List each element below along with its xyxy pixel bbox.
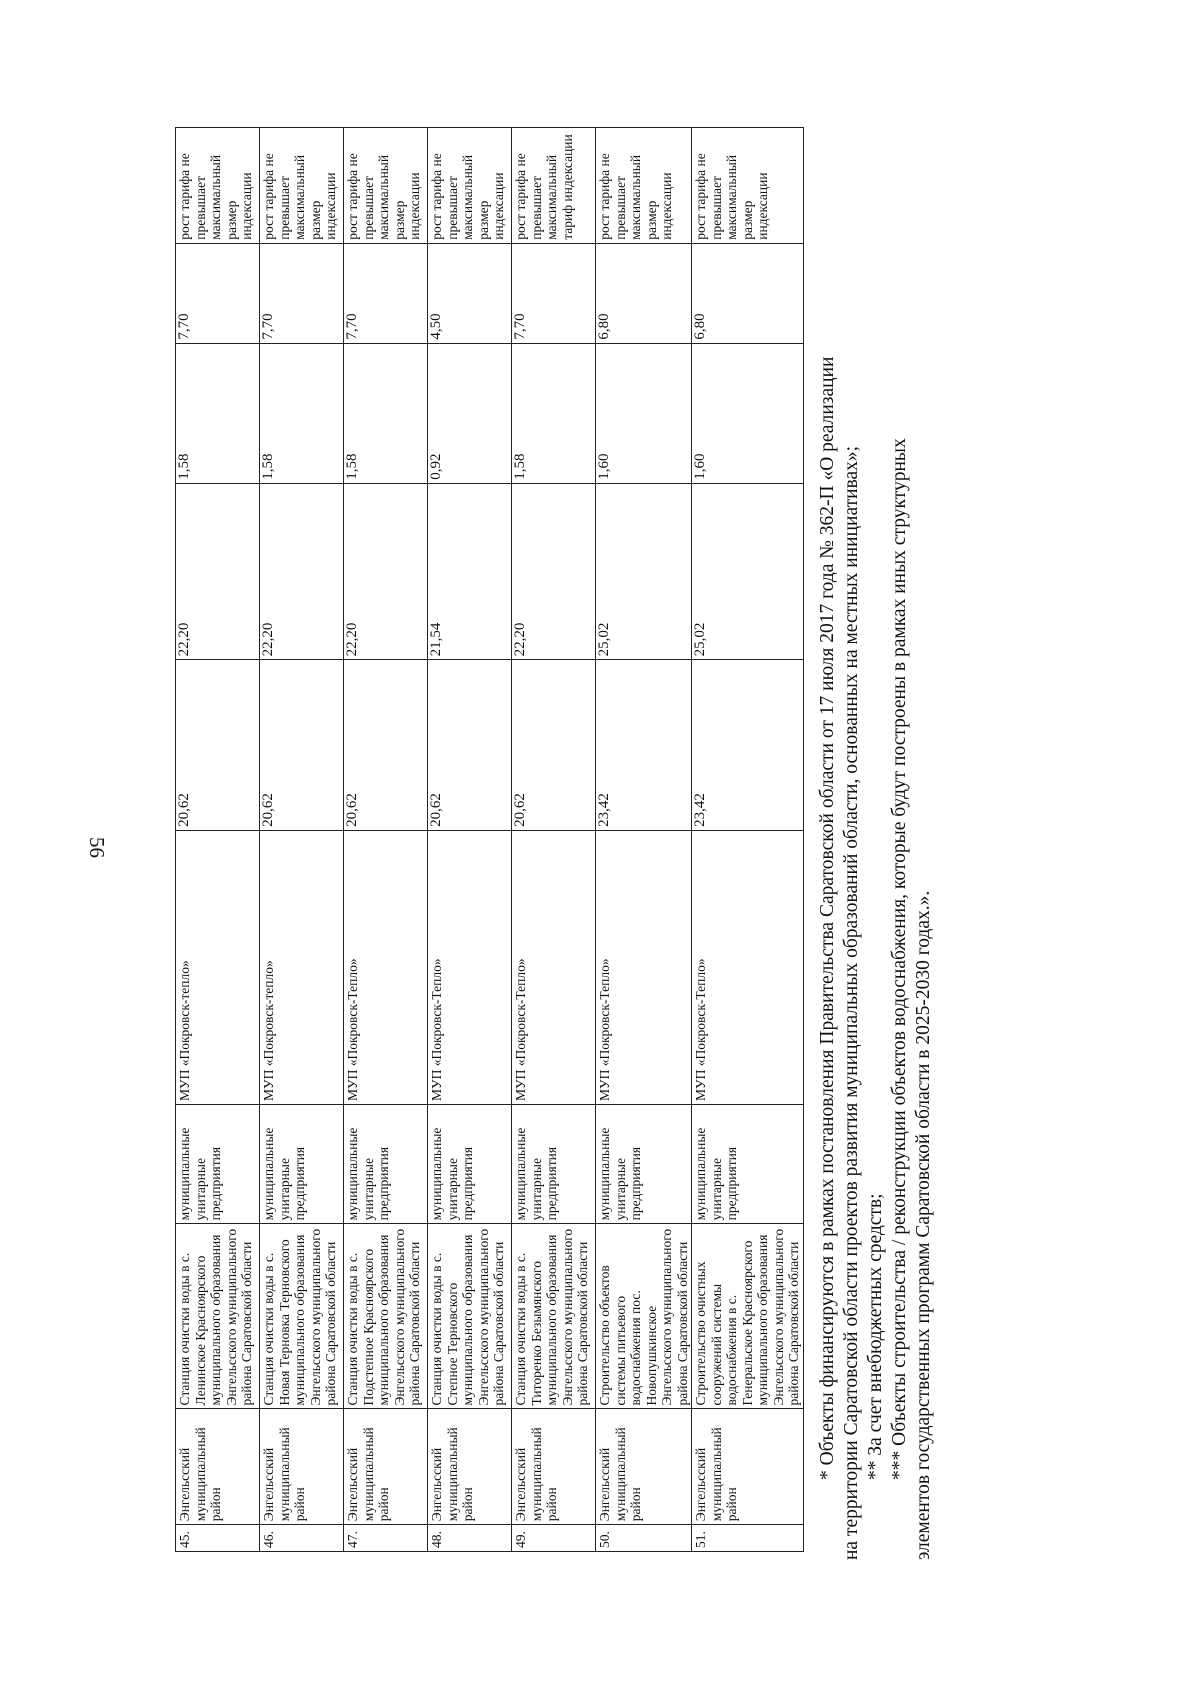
row-number: 48. [428,1525,512,1552]
table-row [596,128,692,1552]
value-2-cell: 22,20 [176,483,260,660]
value-3-cell: 1,60 [692,343,804,483]
value-3-cell: 1,60 [596,343,692,483]
executor-cell: МУП «Покровск-тепло» [176,830,260,1104]
note-cell: рост тарифа не превышает максимальный размер индексации [176,128,260,244]
value-2-cell: 25,02 [596,483,692,660]
org-form-cell: муниципальные унитарные предприятия [512,1104,596,1223]
footnote-1-line-2: на территории Саратовской области проектов развития муниципальных образований области, основанных на местных инициативах»; [840,445,862,1560]
executor-cell: МУП «Покровск-тепло» [260,830,344,1104]
org-form-cell: муниципальные унитарные предприятия [260,1104,344,1223]
district-cell: Энгельсский муниципальный район [344,1409,428,1525]
note-cell: рост тарифа не превышает максимальный размер индексации [596,128,692,244]
value-2-cell: 22,20 [260,483,344,660]
note-cell: рост тарифа не превышает максимальный размер индексации [260,128,344,244]
row-number: 47. [344,1525,428,1552]
row-number: 49. [512,1525,596,1552]
district-cell: Энгельсский муниципальный район [176,1409,260,1525]
table-row [512,128,596,1552]
value-4-cell: 7,70 [176,243,260,343]
value-1-cell: 20,62 [344,660,428,831]
table-row [176,128,260,1552]
value-1-cell: 20,62 [512,660,596,831]
footnotes [816,135,936,1560]
value-2-cell: 22,20 [344,483,428,660]
value-2-cell: 25,02 [692,483,804,660]
object-cell: Станция очистки воды в с. Подстепное Красноярского муниципального образования Энгельсского муниципального района Саратовской области [344,1224,428,1409]
org-form-cell: муниципальные унитарные предприятия [344,1104,428,1223]
note-cell: рост тарифа не превышает максимальный размер индексации [344,128,428,244]
value-3-cell: 1,58 [344,343,428,483]
org-form-cell: муниципальные унитарные предприятия [596,1104,692,1223]
footnote-2: ** За счет внебюджетных средств; [864,1193,886,1480]
org-form-cell: муниципальные унитарные предприятия [176,1104,260,1223]
object-cell: Строительство очистных сооружений системы водоснабжения в с. Генеральское Красноярского муниципального образования Энгельсского муниципального района Саратовской области [692,1224,804,1409]
footnote-1-line-1: * Объекты финансируются в рамках постановления Правительства Саратовской области от 17 июля 2017 года № 362-П «О реализации [816,356,838,1480]
value-1-cell: 23,42 [596,660,692,831]
table-body [176,128,804,1552]
district-cell: Энгельсский муниципальный район [692,1409,804,1525]
org-form-cell: муниципальные унитарные предприятия [428,1104,512,1223]
district-cell: Энгельсский муниципальный район [596,1409,692,1525]
value-4-cell: 7,70 [512,243,596,343]
executor-cell: МУП «Покровск-Тепло» [428,830,512,1104]
district-cell: Энгельсский муниципальный район [428,1409,512,1525]
table-row [344,128,428,1552]
object-cell: Станция очистки воды в с. Титоренко Безымянского муниципального образования Энгельсского муниципального района Саратовской области [512,1224,596,1409]
object-cell: Строительство объектов системы питьевого водоснабжения пос. Новопушкинское Энгельсского муниципального района Саратовской области [596,1224,692,1409]
note-cell: рост тарифа не превышает максимальный размер индексации [692,128,804,244]
note-cell: рост тарифа не превышает максимальный размер индексации [428,128,512,244]
value-1-cell: 20,62 [260,660,344,831]
table-row [260,128,344,1552]
district-cell: Энгельсский муниципальный район [512,1409,596,1525]
value-3-cell: 1,58 [512,343,596,483]
executor-cell: МУП «Покровск-Тепло» [596,830,692,1104]
executor-cell: МУП «Покровск-Тепло» [692,830,804,1104]
value-4-cell: 7,70 [344,243,428,343]
district-cell: Энгельсский муниципальный район [260,1409,344,1525]
value-1-cell: 20,62 [428,660,512,831]
row-number: 50. [596,1525,692,1552]
value-2-cell: 21,54 [428,483,512,660]
object-cell: Станция очистки воды в с. Степное Терновского муниципального образования Энгельсского муниципального района Саратовской области [428,1224,512,1409]
row-number: 51. [692,1525,804,1552]
object-cell: Станция очистки воды в с. Ленинское Красноярского муниципального образования Энгельсского муниципального района Саратовской области [176,1224,260,1409]
value-4-cell: 6,80 [596,243,692,343]
value-1-cell: 20,62 [176,660,260,831]
value-4-cell: 7,70 [260,243,344,343]
value-4-cell: 4,50 [428,243,512,343]
value-3-cell: 1,58 [176,343,260,483]
page-number: 56 [85,837,109,858]
org-form-cell: муниципальные унитарные предприятия [692,1104,804,1223]
footnote-3-line-2: элементов государственных программ Саратовской области в 2025-2030 годах.». [912,890,934,1560]
row-number: 46. [260,1525,344,1552]
value-1-cell: 23,42 [692,660,804,831]
table-row [692,128,804,1552]
value-4-cell: 6,80 [692,243,804,343]
executor-cell: МУП «Покровск-Тепло» [512,830,596,1104]
projects-table [175,127,804,1552]
rotated-content [175,120,935,1560]
value-3-cell: 1,58 [260,343,344,483]
footnote-3-line-1: *** Объекты строительства / реконструкции объектов водоснабжения, которые будут построены в рамках иных структурных [888,438,910,1480]
executor-cell: МУП «Покровск-Тепло» [344,830,428,1104]
row-number: 45. [176,1525,260,1552]
value-2-cell: 22,20 [512,483,596,660]
table-row [428,128,512,1552]
value-3-cell: 0,92 [428,343,512,483]
note-cell: рост тарифа не превышает максимальный тариф индексации [512,128,596,244]
object-cell: Станция очистки воды в с. Новая Терновка Терновского муниципального образования Энгельсского муниципального района Саратовской области [260,1224,344,1409]
